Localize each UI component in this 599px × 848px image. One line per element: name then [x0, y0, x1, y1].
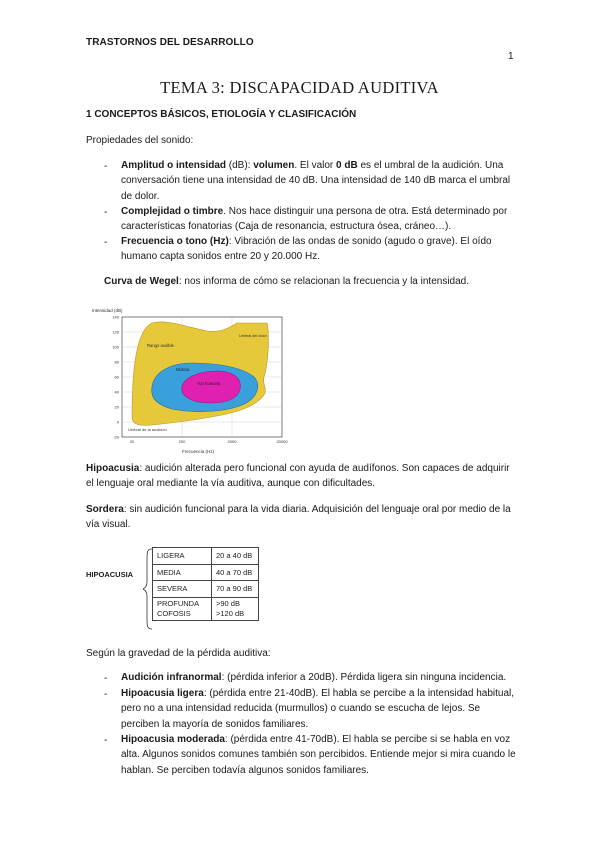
section-heading: 1 CONCEPTOS BÁSICOS, ETIOLOGÍA Y CLASIFICACIÓN [86, 109, 357, 120]
bullet: - [104, 237, 108, 248]
y-tick-label: 40 [114, 389, 119, 395]
table-row: LIGERA 20 a 40 dB [153, 548, 259, 565]
bullet: - [104, 207, 108, 218]
hipoacusia-table-label: HIPOACUSIA [86, 570, 134, 579]
x-tick-label: 2000 [227, 439, 237, 444]
gravity-intro: Según la gravedad de la pérdida auditiva: [86, 648, 271, 659]
y-tick-label: 20 [114, 404, 119, 410]
x-axis-label: Frecuencia (Hz) [182, 449, 215, 454]
wegel-chart [92, 305, 292, 455]
list-item: Complejidad o timbre. Nos hace distinguir una persona de otra. Está determinado por características fonatorias (Caja de resonancia, estructura ósea, cráneo…). [121, 206, 508, 233]
x-tick-label: 20000 [276, 439, 288, 444]
y-tick-label: 0 [116, 419, 119, 425]
table-row: SEVERA 70 a 90 dB [153, 581, 259, 598]
label-rango-audible: Rango audible [147, 343, 175, 348]
y-tick-label: 80 [114, 359, 119, 365]
list-item: Audición infranormal: (pérdida inferior a 20dB). Pérdida ligera sin ninguna incidencia. [121, 672, 507, 683]
table-row: PROFUNDA COFOSIS >90 dB >120 dB [153, 597, 259, 620]
y-tick-label: 100 [112, 344, 119, 350]
label-voz-humana: Voz humana [197, 381, 221, 386]
y-axis-label: Intensidad (dB) [92, 308, 123, 313]
sordera-definition: Sordera: sin audición funcional para la vida diaria. Adquisición del lenguaje oral por medio de la vía visual. [86, 504, 511, 531]
label-musica: Música [176, 367, 190, 372]
y-tick-label: 120 [112, 329, 119, 335]
bullet: - [104, 689, 108, 700]
wegel-paragraph: Curva de Wegel: nos informa de cómo se relacionan la frecuencia y la intensidad. [104, 276, 470, 287]
page-title: TEMA 3: DISCAPACIDAD AUDITIVA [160, 78, 439, 97]
annotation-umbral-audicion: Umbral de la audición [128, 427, 167, 432]
y-tick-label: 140 [112, 314, 119, 320]
annotation-umbral-dolor: Umbral del dolor [239, 334, 267, 338]
bullet: - [104, 673, 108, 684]
bullet: - [104, 161, 108, 172]
running-header: TRASTORNOS DEL DESARROLLO [86, 37, 254, 48]
page-number: 1 [508, 51, 514, 62]
bullet: - [104, 735, 108, 746]
y-tick-label: 60 [114, 374, 119, 380]
list-item: Hipoacusia moderada: (pérdida entre 41-70dB). El habla se percibe si se habla en voz alta. Algunos sonidos comunes también son percibidos. Entiende mejor si mira cuando le hablan. Se perciben todavía algunos sonidos familiares. [121, 734, 516, 776]
x-axis-ticks [130, 439, 289, 444]
table-row: MEDIA 40 a 70 dB [153, 564, 259, 581]
list-item: Amplitud o intensidad (dB): volumen. El valor 0 dB es el umbral de la audición. Una conversación tiene una intensidad de 40 dB. Una intensidad de 140 dB marca el umbral de dolor. [121, 160, 511, 202]
x-tick-label: 200 [178, 439, 186, 444]
x-tick-label: 20 [129, 439, 135, 444]
sound-props-intro: Propiedades del sonido: [86, 135, 194, 146]
list-item: Frecuencia o tono (Hz): Vibración de las ondas de sonido (agudo o grave). El oído humano capta sonidos entre 20 y 20.000 Hz. [121, 236, 492, 263]
hipoacusia-definition: Hipoacusia: audición alterada pero funcional con ayuda de audífonos. Son capaces de adquirir el lenguaje oral mediante la vía auditiva, aunque con dificultades. [86, 463, 510, 490]
hipoacusia-table [152, 547, 259, 621]
list-item: Hipoacusia ligera: (pérdida entre 21-40dB). El habla se percibe a la intensidad habitual, pero no a una intensidad reducida (murmullos) o cuando se escucha de lejos. Se perciben la mayoría de sonidos familiares. [121, 688, 515, 730]
y-tick-label: -20 [113, 434, 119, 440]
y-axis-ticks [112, 315, 119, 440]
